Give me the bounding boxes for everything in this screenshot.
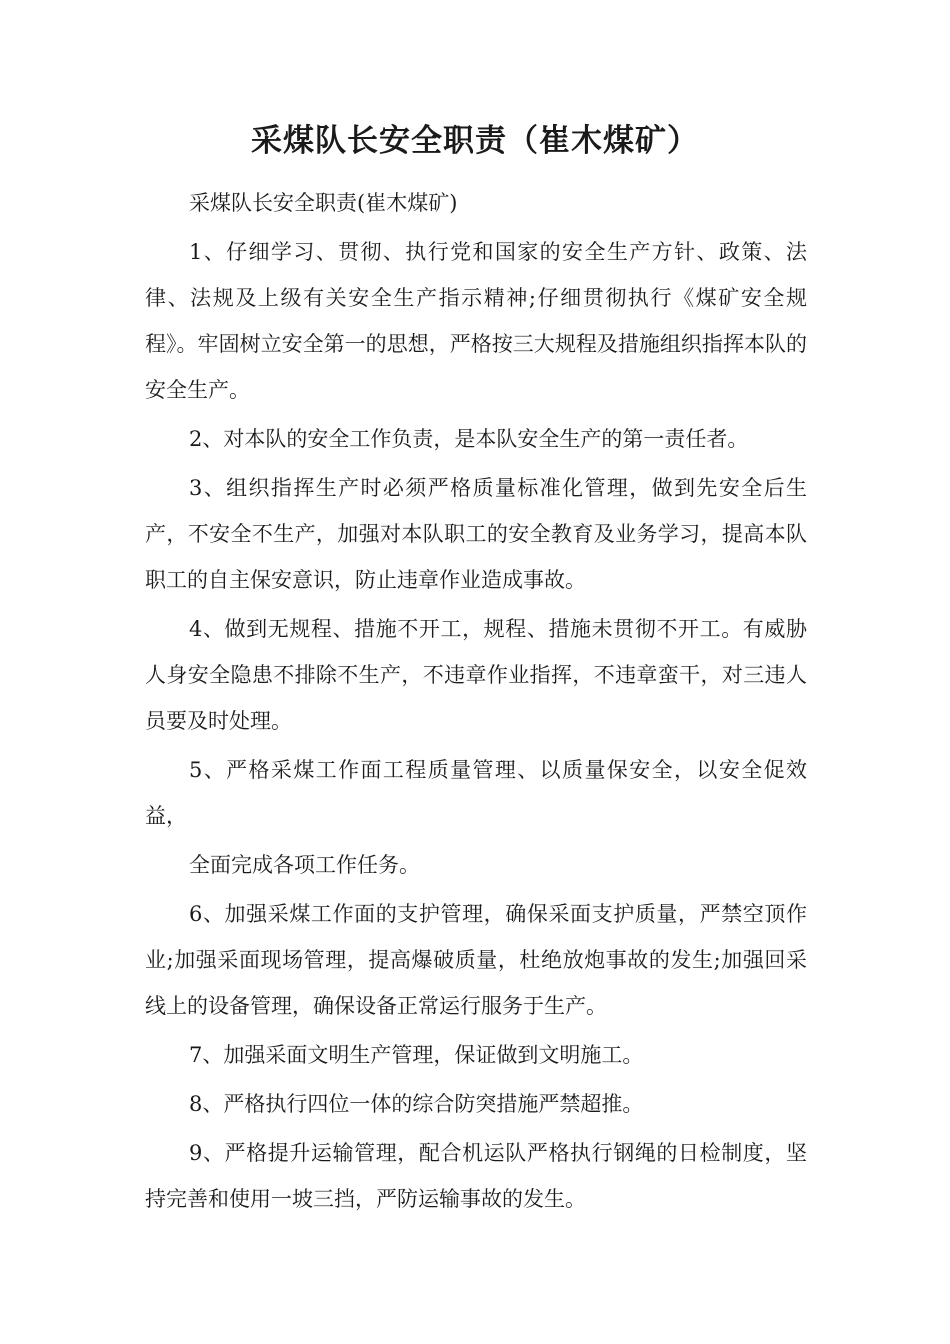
paragraph-item-7: 7、加强采面文明生产管理，保证做到文明施工。 xyxy=(189,1043,644,1067)
paragraph-item-6: 6、加强采煤工作面的支护管理，确保采面支护质量，严禁空顶作业;加强采面现场管理，提高爆破质量，杜绝放炮事故的发生;加强回采线上的设备管理，确保设备正常运行服务于生产。 xyxy=(145,902,807,1018)
document-body xyxy=(145,180,807,1225)
paragraph-subtitle: 采煤队长安全职责(崔木煤矿) xyxy=(189,191,458,215)
paragraph-item-2: 2、对本队的安全工作负责，是本队安全生产的第一责任者。 xyxy=(189,427,749,451)
paragraph-item-5-continued: 全面完成各项工作任务。 xyxy=(189,853,420,877)
paragraph-item-8: 8、严格执行四位一体的综合防突措施严禁超推。 xyxy=(189,1092,644,1116)
paragraph-item-5: 5、严格采煤工作面工程质量管理、以质量保安全，以安全促效益， xyxy=(145,758,807,828)
paragraph-item-4: 4、做到无规程、措施不开工，规程、措施未贯彻不开工。有威胁人身安全隐患不排除不生产，不违章作业指挥，不违章蛮干，对三违人员要及时处理。 xyxy=(145,617,807,733)
paragraph-item-9: 9、严格提升运输管理，配合机运队严格执行钢绳的日检制度，坚持完善和使用一坡三挡，严防运输事故的发生。 xyxy=(145,1141,807,1211)
paragraph-item-3: 3、组织指挥生产时必须严格质量标准化管理，做到先安全后生产，不安全不生产，加强对本队职工的安全教育及业务学习，提高本队职工的自主保安意识，防止违章作业造成事故。 xyxy=(145,476,807,592)
document-title: 采煤队长安全职责（崔木煤矿） xyxy=(251,123,699,159)
paragraph-item-1: 1、仔细学习、贯彻、执行党和国家的安全生产方针、政策、法律、法规及上级有关安全生产指示精神;仔细贯彻执行《煤矿安全规程》。牢固树立安全第一的思想，严格按三大规程及措施组织指挥本队的安全生产。 xyxy=(145,240,807,402)
